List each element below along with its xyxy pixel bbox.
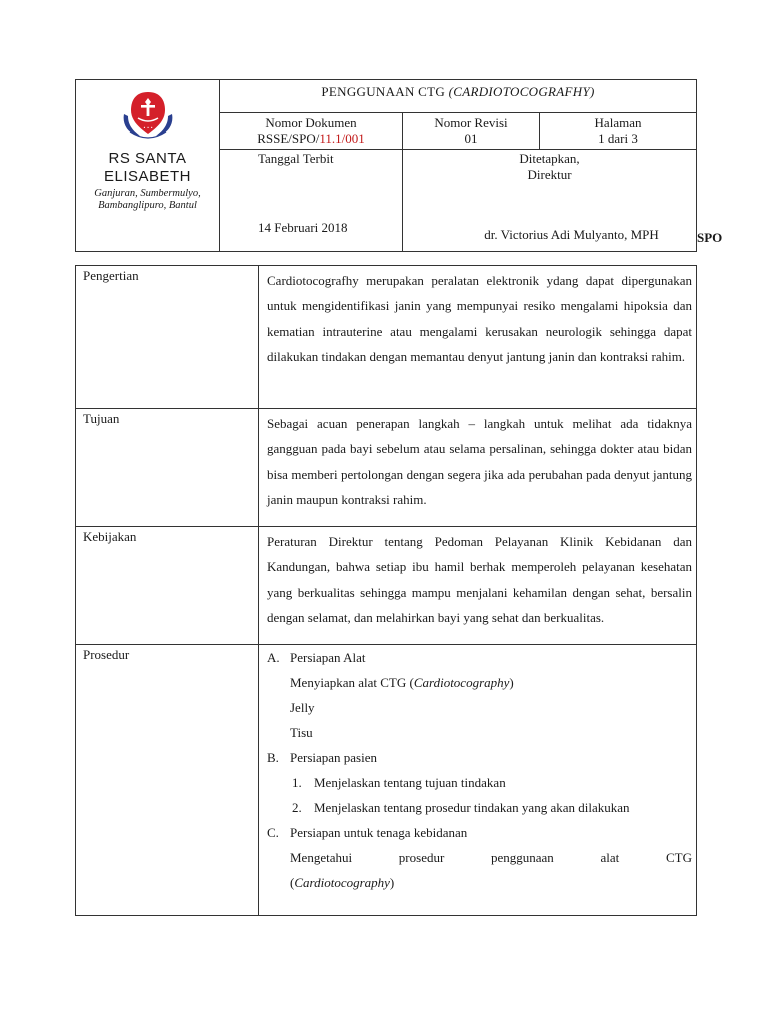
content-table <box>75 265 697 916</box>
prosedur-b-title: Persiapan pasien <box>290 750 378 765</box>
svg-text:• • •: • • • <box>142 125 153 130</box>
approval-cell <box>403 150 697 252</box>
approved-line1: Ditetapkan, <box>519 151 580 166</box>
prosedur-a-item-ctg <box>267 670 692 695</box>
spo-label: SPO <box>697 230 723 245</box>
prosedur-a-item1-suffix: ) <box>509 675 514 690</box>
kebijakan-text: Peraturan Direktur tentang Pedoman Pelayanan Klinik Kebidanan dan Kandungan, bahwa setiap ibu hamil berhak memperoleh pelayanan kesehatan yang berkualitas sehingga mampu menjalani kehamilan dengan sehat, bersalin dengan selamat, dan melahirkan bayi yang sehat dan berkualitas. <box>259 527 697 645</box>
document-title <box>220 80 697 113</box>
tujuan-text: Sebagai acuan penerapan langkah – langkah untuk melihat ada tidaknya gangguan pada bayi sebelum atau selama persalinan, sehingga dokter atau bidan bisa memberi pertolongan dengan segera jika ada perubahan pada denyut jantung janin maupun kontraksi rahim. <box>259 409 697 527</box>
prosedur-label: Prosedur <box>76 645 259 916</box>
title-italic: (CARDIOTOCOGRAFHY) <box>448 84 595 99</box>
prosedur-b2-text: Menjelaskan tentang prosedur tindakan yang akan dilakukan <box>314 800 630 815</box>
prosedur-a-item-tisu: Tisu <box>290 725 313 740</box>
prosedur-c-title: Persiapan untuk tenaga kebidanan <box>290 825 468 840</box>
pengertian-text: Cardiotocografhy merupakan peralatan elektronik ydang dapat dipergunakan untuk mengidentifikasi janin yang mempunyai resiko mengalami hipoksia dan kematian intrauterine atau mengalami kerusakan neurologik sehingga dapat dilakukan tindakan dengan memantau denyut jantung janin dan kontraksi rahim. <box>259 266 697 409</box>
prosedur-b1-marker: 1. <box>292 775 302 790</box>
prosedur-c-item1-close: ) <box>389 875 395 890</box>
document-number-cell <box>220 113 403 150</box>
row-pengertian <box>76 266 697 409</box>
address-line2: Bambanglipuro, Bantul <box>98 200 197 211</box>
prosedur-c-item1-cont <box>267 870 692 895</box>
title-main: PENGGUNAAN CTG <box>321 84 449 99</box>
prosedur-a-item1-prefix: Menyiapkan alat CTG ( <box>290 675 414 690</box>
prosedur-content <box>259 645 697 916</box>
prosedur-b2-marker: 2. <box>292 800 302 815</box>
hospital-name <box>76 150 219 186</box>
row-kebijakan <box>76 527 697 645</box>
page-value: 1 dari 3 <box>598 131 638 146</box>
prosedur-b1-text: Menjelaskan tentang tujuan tindakan <box>314 775 506 790</box>
revision-label: Nomor Revisi <box>434 115 508 130</box>
revision-cell <box>403 113 540 150</box>
prosedur-c-item1: Mengetahui prosedur penggunaan alat CTG <box>290 850 692 865</box>
page-cell <box>540 113 697 150</box>
document-number-red: 11.1/001 <box>319 131 365 146</box>
prosedur-b-heading <box>267 745 692 770</box>
director-name: dr. Victorius Adi Mulyanto, MPH <box>484 227 659 242</box>
hospital-address <box>76 188 219 212</box>
hospital-identity-cell <box>76 80 220 252</box>
row-prosedur <box>76 645 697 916</box>
pengertian-label: Pengertian <box>76 266 259 409</box>
prosedur-a-heading <box>267 645 692 670</box>
issue-date-value: 14 Februari 2018 <box>258 220 348 235</box>
prosedur-c-heading <box>267 820 692 845</box>
prosedur-c-marker: C. <box>267 825 279 840</box>
address-line1: Ganjuran, Sumbermulyo, <box>94 188 201 199</box>
document-number-label: Nomor Dokumen <box>265 115 357 130</box>
prosedur-b-marker: B. <box>267 750 279 765</box>
page-label: Halaman <box>594 115 642 130</box>
prosedur-b-item1 <box>267 770 692 795</box>
row-tujuan <box>76 409 697 527</box>
prosedur-a-title: Persiapan Alat <box>290 650 366 665</box>
issue-date-cell <box>220 150 403 252</box>
header-table <box>75 79 723 252</box>
hospital-name-line2: ELISABETH <box>103 168 192 185</box>
prosedur-a-marker: A. <box>267 650 280 665</box>
prosedur-c-item1-italic: Cardiotocography <box>294 875 390 890</box>
prosedur-b-item2 <box>267 795 692 820</box>
hospital-logo-icon <box>118 88 178 144</box>
prosedur-c-item1-open: ( <box>290 875 295 890</box>
tujuan-label: Tujuan <box>76 409 259 527</box>
issue-date-label: Tanggal Terbit <box>258 151 334 166</box>
document-number-prefix: RSSE/SPO/ <box>257 131 320 146</box>
revision-value: 01 <box>464 131 478 146</box>
kebijakan-label: Kebijakan <box>76 527 259 645</box>
approved-line2: Direktur <box>527 167 572 182</box>
hospital-name-line1: RS SANTA <box>108 150 187 167</box>
prosedur-a-item1-italic: Cardiotocography <box>413 675 510 690</box>
prosedur-a-item-jelly: Jelly <box>290 700 315 715</box>
